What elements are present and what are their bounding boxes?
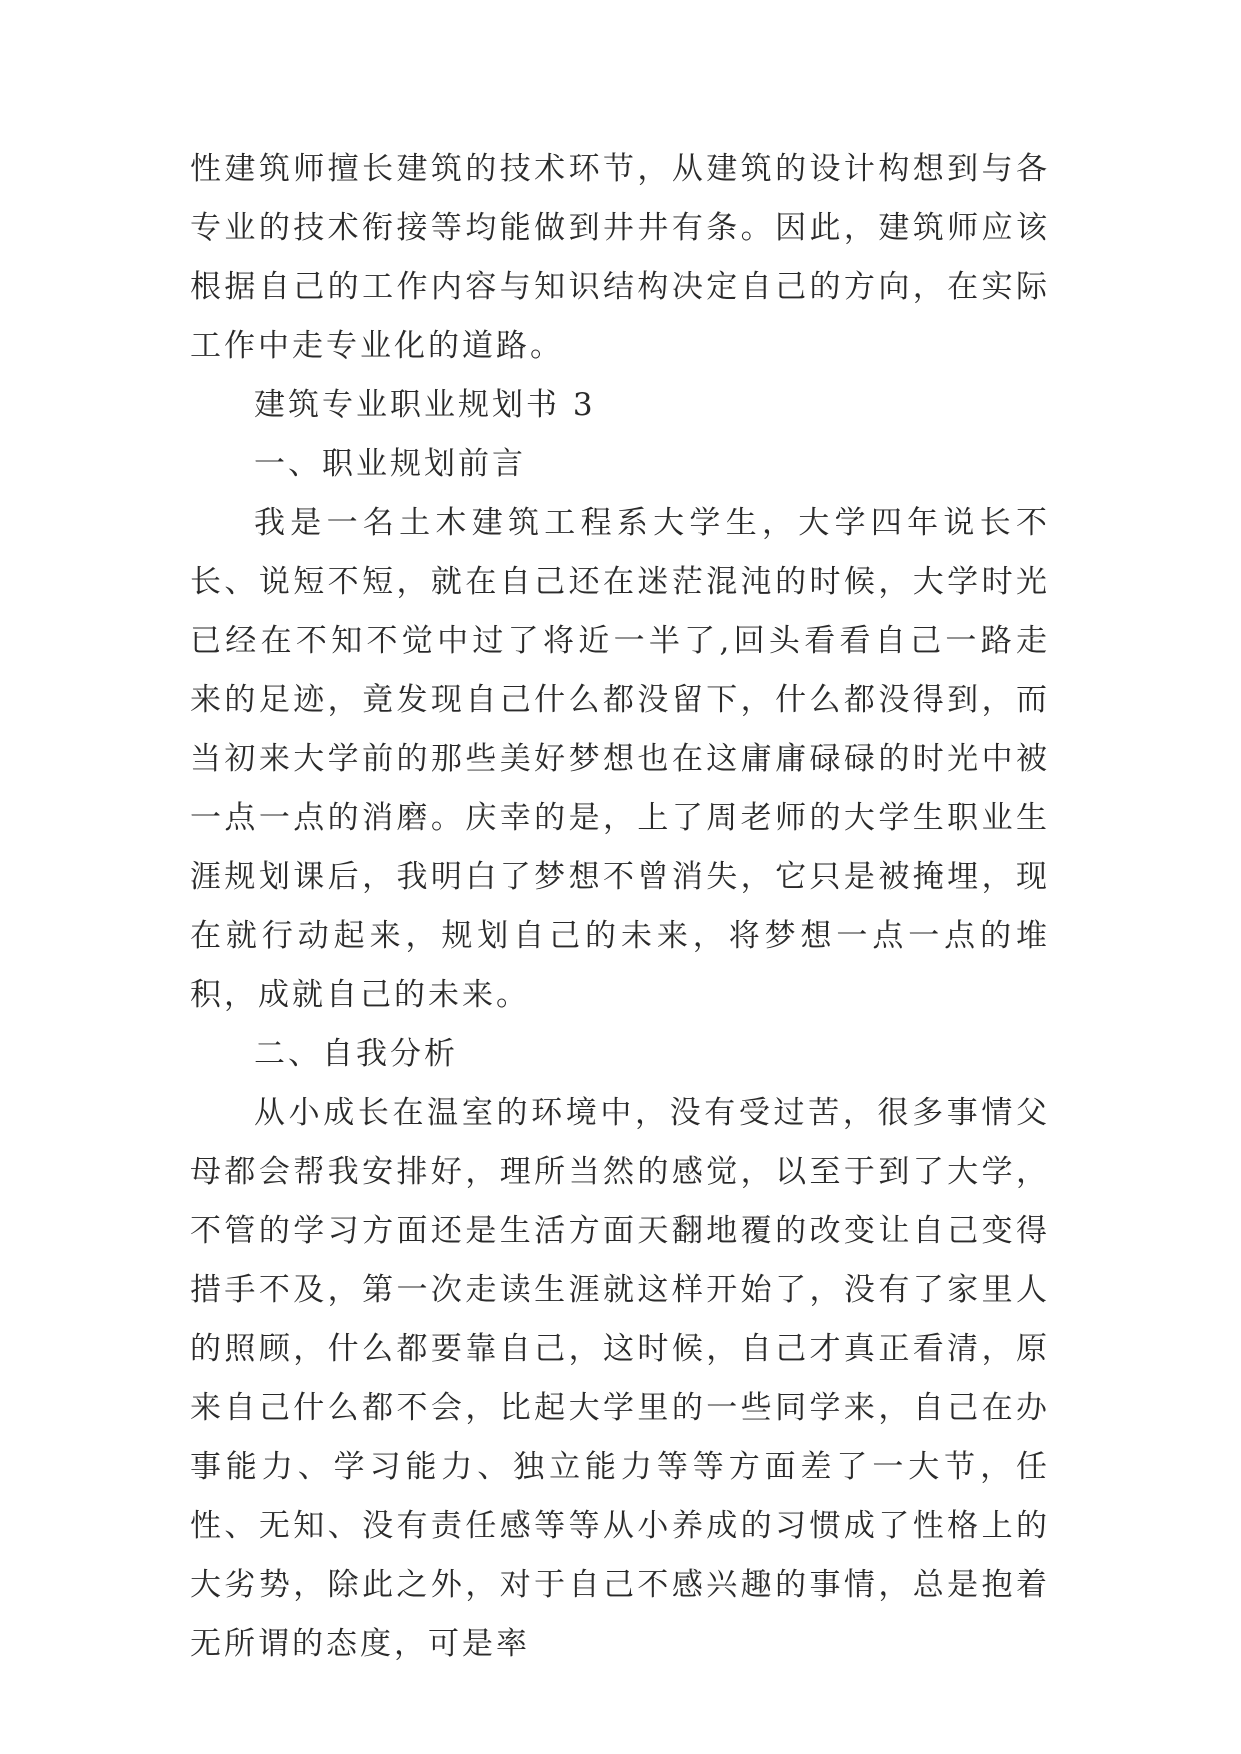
section-heading-preface: 一、职业规划前言 bbox=[254, 446, 526, 482]
paragraph-self-analysis: 从小成长在温室的环境中，没有受过苦，很多事情父母都会帮我安排好，理所当然的感觉，以至于到了大学，不管的学习方面还是生活方面天翻地覆的改变让自己变得措手不及，第一次走读生涯就这样开始了，没有了家里人的照顾，什么都要靠自己，这时候，自己才真正看清，原来自己什么都不会，比起大学里的一些同学来，自己在办事能力、学习能力、独立能力等等方面差了一大节，任性、无知、没有责任感等等从小养成的习惯成了性格上的大劣势，除此之外，对于自己不感兴趣的事情，总是抱着无所谓的态度，可是率 bbox=[190, 1095, 1050, 1662]
paragraph-preface: 我是一名土木建筑工程系大学生，大学四年说长不长、说短不短，就在自己还在迷茫混沌的时候，大学时光已经在不知不觉中过了将近一半了,回头看看自己一路走来的足迹，竟发现自己什么都没留下，什么都没得到，而当初来大学前的那些美好梦想也在这庸庸碌碌的时光中被一点一点的消磨。庆幸的是，上了周老师的大学生职业生涯规划课后，我明白了梦想不曾消失，它只是被掩埋，现在就行动起来，规划自己的未来，将梦想一点一点的堆积，成就自己的未来。 bbox=[190, 505, 1050, 1013]
document-body bbox=[190, 140, 1050, 1674]
section-heading-self-analysis: 二、自我分析 bbox=[254, 1036, 458, 1072]
paragraph-continuation: 性建筑师擅长建筑的技术环节，从建筑的设计构想到与各专业的技术衔接等均能做到井井有条。因此，建筑师应该根据自己的工作内容与知识结构决定自己的方向，在实际工作中走专业化的道路。 bbox=[190, 151, 1050, 364]
document-title: 建筑专业职业规划书 3 bbox=[254, 387, 596, 423]
